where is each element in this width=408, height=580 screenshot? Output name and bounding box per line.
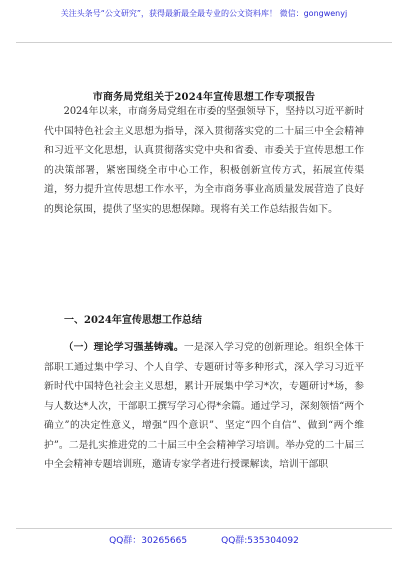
top-banner: 关注头条号“公文研究”，获得最新最全最专业的公文资料库！ 微信：gongwenyj [60,9,348,18]
section-heading: 一、2024年宣传思想工作总结 [64,315,202,326]
top-divider [16,42,392,43]
subsection-heading: （一）理论学习强基铸魂。 [63,342,184,353]
subsection-body: 一是深入学习党的创新理论。组织全体干部职工通过集中学习、个人自学、专题研讨等多种形式，深入学习习近平新时代中国特色社会主义思想，累计开展集中学习*次，专题研讨*场，参与人数达*人次，干部职工撰写学习心得*余篇。通过学习，深刻领悟“两个确立”的决定性意义，增强“四个意识”、坚定“四个自信”、做到“两个维护”。二是扎实推进党的二十届三中全会精神学习培训。举办党的二十届三中全会精神专题培训班，邀请专家学者进行授课解读，培训干部职 [44,342,365,470]
intro-paragraph: 2024年以来，市商务局党组在市委的坚强领导下，坚持以习近平新时代中国特色社会主义思想为指导，深入贯彻落实党的二十届三中全会精神和习近平文化思想，认真贯彻落实党中央和省委、市委关于宣传思想工作的决策部署，紧密围绕全市中心工作，积极创新宣传方式，拓展宣传渠道，努力提升宣传思想工作水平，为全市商务事业高质量发展营造了良好的舆论氛围，提供了坚实的思想保障。现将有关工作总结报告如下。 [44,106,364,215]
subsection-paragraph [44,338,364,475]
document-title: 市商务局党组关于2024年宣传思想工作专项报告 [92,92,316,103]
footer-qq-group-1: QQ群：30265665 [109,536,188,546]
bottom-divider [16,528,392,529]
footer [0,535,408,547]
footer-qq-group-2: QQ群:535304092 [221,536,299,546]
